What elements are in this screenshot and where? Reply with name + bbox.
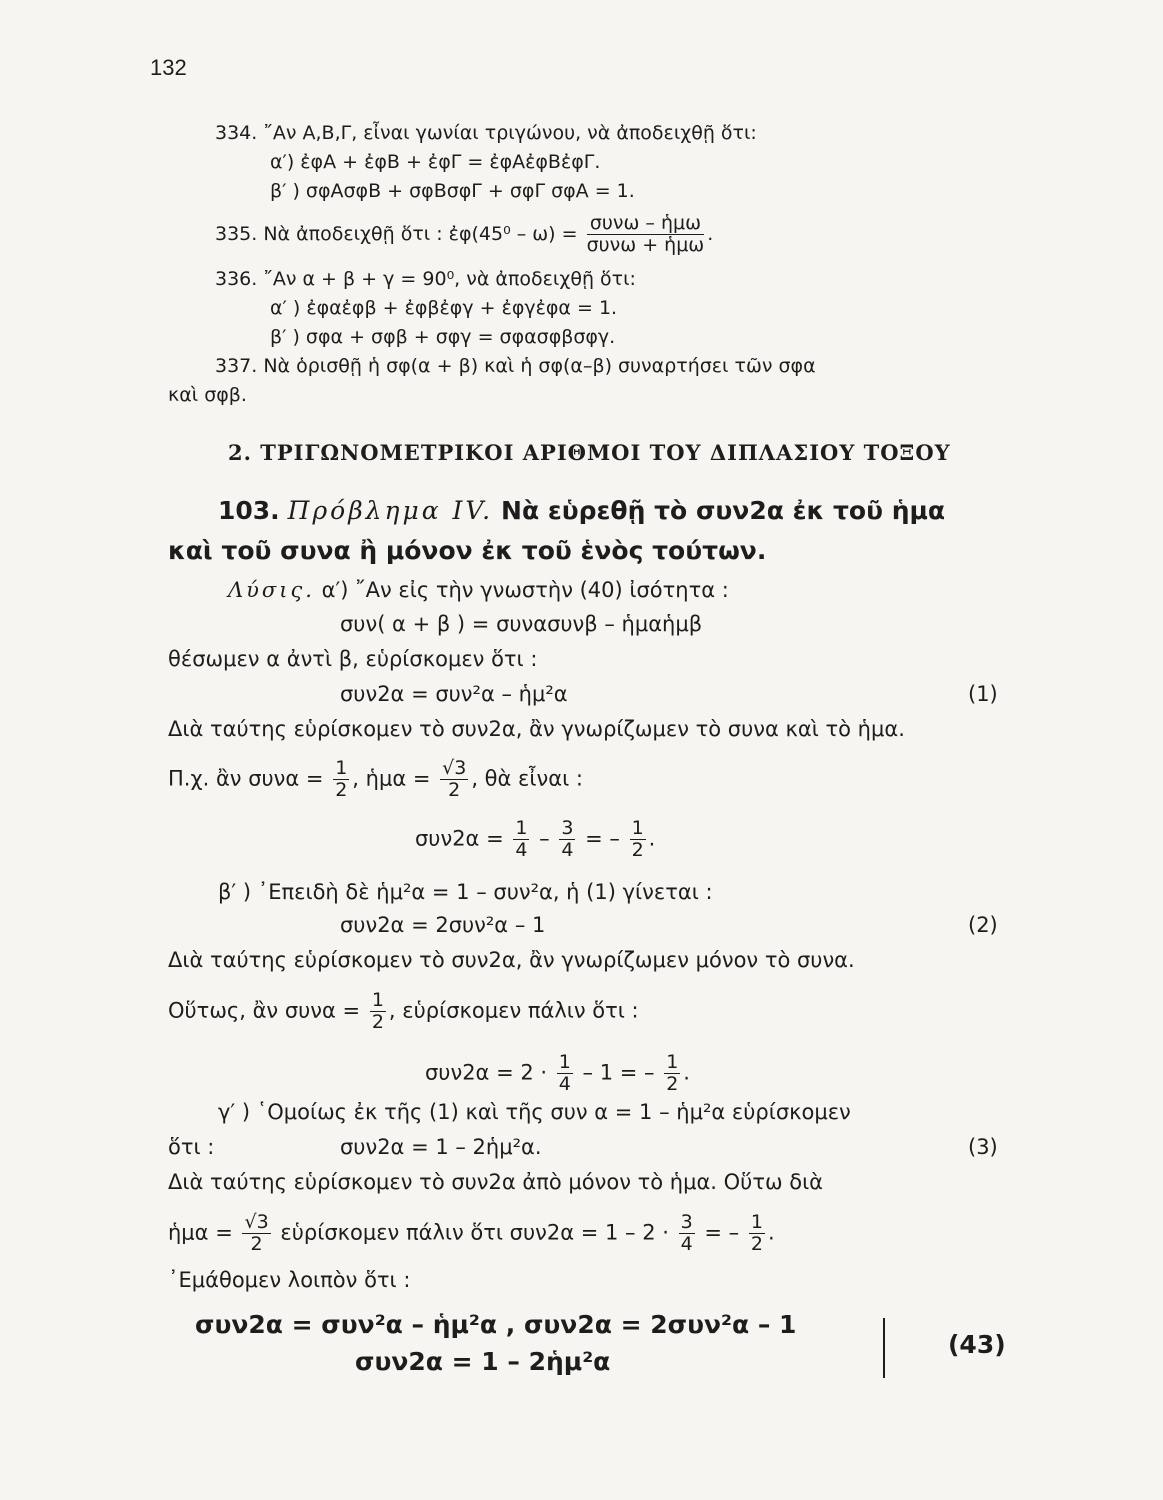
exercise-335-lead: 335. Νὰ ἀποδειχθῇ ὅτι : ἐφ(45⁰ – ω) = (215, 222, 578, 245)
solution-line-5: β′ ) ᾿Επειδὴ δὲ ἡμ²α = 1 – συν²α, ἡ (1) γίνεται : (218, 880, 713, 904)
calc-1-fraction-1 (513, 818, 529, 861)
problem-number: 103. (218, 496, 280, 525)
calc-2-middle: – 1 = – (582, 1060, 655, 1085)
fraction-denominator: 2 (666, 1072, 679, 1095)
fraction-numerator: 3 (561, 817, 574, 839)
exercise-335-denominator: συνω + ἡμω (586, 233, 705, 256)
exercise-334-b: β′ ) σφΑσφΒ + σφΒσφΓ + σφΓ σφΑ = 1. (270, 180, 635, 202)
summary-equation-number: (43) (948, 1330, 1006, 1359)
exercise-336-a: α′ ) ἐφαἐφβ + ἐφβἐφγ + ἐφγἐφα = 1. (270, 297, 618, 319)
exercise-337-line2: καὶ σφβ. (168, 384, 247, 406)
example-1-fraction-1 (333, 758, 349, 801)
example-3 (168, 1212, 775, 1255)
equation-2: συν2α = 2συν²α – 1 (340, 913, 546, 937)
example-2 (168, 990, 639, 1033)
example-1-fraction-2 (440, 758, 468, 801)
solution-line-9: Διὰ ταύτης εὑρίσκομεν τὸ συν2α ἀπὸ μόνον τὸ ἡμα. Οὕτω διὰ (168, 1170, 824, 1194)
fraction-numerator: 1 (558, 1051, 571, 1073)
identity-sum: συν( α + β ) = συνασυνβ – ἡμαἡμβ (340, 612, 703, 636)
exercise-334-title: 334. ῎Αν Α,Β,Γ, εἶναι γωνίαι τριγώνου, νὰ ἀποδειχθῇ ὅτι: (215, 122, 757, 144)
section-title: 2. ΤΡΙΓΩΝΟΜΕΤΡΙΚΟΙ ΑΡΙΘΜΟΙ ΤΟΥ ΔΙΠΛΑΣΙΟΥ ΤΟΞΟΥ (228, 440, 951, 465)
calc-2-fraction-1 (557, 1052, 573, 1095)
equation-3-number: (3) (968, 1135, 998, 1159)
fraction-numerator: 1 (666, 1051, 679, 1073)
fraction-denominator: 2 (448, 778, 461, 801)
fraction-numerator: 1 (631, 817, 644, 839)
fraction-numerator: √3 (244, 1211, 269, 1233)
fraction-denominator: 2 (631, 838, 644, 861)
fraction-numerator: 1 (371, 989, 384, 1011)
example-1-text-b: , ἡμα = (352, 766, 431, 791)
equation-2-number: (2) (968, 913, 998, 937)
example-2-fraction (370, 990, 386, 1033)
fraction-numerator: 3 (680, 1211, 693, 1233)
problem-title (218, 496, 945, 525)
exercise-335-fraction (587, 213, 705, 256)
fraction-denominator: 2 (250, 1232, 263, 1255)
problem-label: Πρόβλημα IV. (287, 496, 494, 525)
fraction-numerator: 1 (750, 1211, 763, 1233)
calculation-2 (425, 1052, 690, 1095)
example-3-fraction-3 (749, 1212, 765, 1255)
calc-1-lhs: συν2α = (415, 826, 504, 851)
calc-1-fraction-3 (630, 818, 646, 861)
exercise-337-line1: 337. Νὰ ὁρισθῇ ἡ σφ(α + β) καὶ ἡ σφ(α–β) συναρτήσει τῶν σφα (215, 355, 816, 377)
fraction-denominator: 4 (558, 1072, 571, 1095)
calc-2-lhs: συν2α = 2 · (425, 1060, 548, 1085)
calc-1-period: . (648, 826, 656, 851)
calc-2-fraction-2 (664, 1052, 680, 1095)
calculation-1 (415, 818, 655, 861)
example-2-text-b: , εὑρίσκομεν πάλιν ὅτι : (388, 998, 639, 1023)
example-2-text-a: Οὕτως, ἂν συνα = (168, 998, 361, 1023)
fraction-numerator: 1 (515, 817, 528, 839)
solution-line-1 (228, 578, 729, 602)
example-1-text-c: , θὰ εἶναι : (471, 766, 583, 791)
equation-1: συν2α = συν²α – ἡμ²α (340, 682, 568, 706)
fraction-denominator: 4 (680, 1232, 693, 1255)
example-1-text-a: Π.χ. ἂν συνα = (168, 766, 324, 791)
solution-line-3: θέσωμεν α ἀντὶ β, εὑρίσκομεν ὅτι : (168, 647, 538, 671)
example-3-text-c: = – (704, 1220, 740, 1245)
page-number: 132 (150, 55, 187, 80)
example-3-text-a: ἡμα = (168, 1220, 233, 1245)
fraction-denominator: 2 (335, 778, 348, 801)
solution-label: Λύσις. (228, 578, 315, 602)
solution-line-10: ᾿Εμάθομεν λοιπὸν ὅτι : (168, 1268, 411, 1292)
equation-3: συν2α = 1 – 2ἡμ²α. (340, 1135, 542, 1159)
example-3-fraction-1 (242, 1212, 270, 1255)
problem-title-rest: Νὰ εὑρεθῇ τὸ συν2α ἐκ τοῦ ἡμα (501, 496, 946, 525)
example-3-fraction-2 (679, 1212, 695, 1255)
exercise-335: 335. Νὰ ἀποδειχθῇ ὅτι : ἐφ(45⁰ – ω) = $\frac{\text{συνω – ἡμω}}{\text{συνω + ἡμω}}$ . (215, 212, 714, 256)
solution-intro: α′) ῎Αν εἰς τὴν γνωστὴν (40) ἰσότητα : (321, 578, 729, 602)
calc-1-minus: – (539, 826, 550, 851)
exercise-336-title: 336. ῎Αν α + β + γ = 90⁰, νὰ ἀποδειχθῇ ὅτι: (215, 268, 636, 290)
calc-1-equals: = – (585, 826, 620, 851)
exercise-335-numerator: συνω – ἡμω (587, 213, 705, 235)
solution-line-6: Διὰ ταύτης εὑρίσκομεν τὸ συν2α, ἂν γνωρίζωμεν μόνον τὸ συνα. (168, 948, 855, 972)
fraction-numerator: √3 (442, 757, 467, 779)
equation-1-number: (1) (968, 682, 998, 706)
calc-1-fraction-2 (559, 818, 575, 861)
fraction-numerator: 1 (335, 757, 348, 779)
exercise-336-b: β′ ) σφα + σφβ + σφγ = σφασφβσφγ. (270, 326, 616, 348)
summary-formula-2: συν2α = 1 – 2ἡμ²α (355, 1347, 611, 1376)
problem-title-line2: καὶ τοῦ συνα ἢ μόνον ἐκ τοῦ ἑνὸς τούτων. (168, 536, 767, 565)
exercise-334-a: α′) ἐφΑ + ἐφΒ + ἐφΓ = ἐφΑἐφΒἐφΓ. (270, 151, 601, 173)
fraction-denominator: 4 (561, 838, 574, 861)
fraction-denominator: 2 (750, 1232, 763, 1255)
example-1 (168, 758, 583, 801)
solution-line-7: γ′ ) ῾Ομοίως ἐκ τῆς (1) καὶ τῆς συν α = 1 – ἡμ²α εὑρίσκομεν (218, 1100, 851, 1124)
summary-brace (883, 1318, 885, 1378)
fraction-denominator: 2 (371, 1010, 384, 1033)
example-3-period: . (767, 1220, 775, 1245)
solution-line-8: ὅτι : (168, 1135, 215, 1159)
fraction-denominator: 4 (515, 838, 528, 861)
solution-line-4: Διὰ ταύτης εὑρίσκομεν τὸ συν2α, ἂν γνωρίζωμεν τὸ συνα καὶ τὸ ἡμα. (168, 717, 905, 741)
summary-formula-1: συν2α = συν²α – ἡμ²α , συν2α = 2συν²α – 1 (195, 1310, 797, 1339)
example-3-text-b: εὑρίσκομεν πάλιν ὅτι συν2α = 1 – 2 · (280, 1220, 669, 1245)
calc-2-period: . (683, 1060, 690, 1085)
